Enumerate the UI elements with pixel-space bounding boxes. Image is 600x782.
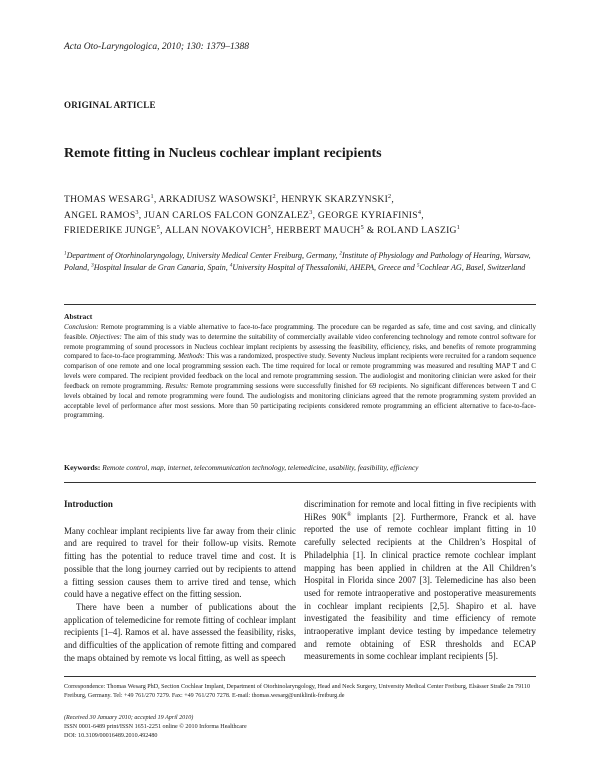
- abstract-section-text: This was a randomized, prospective study. Seventy Nucleus implant recipients were recruited for a random sequence comparison of one remote and one local programming session each. The time required for local or remote programming was measured and resulting MAP T and C levels were compared. The recipient provided feedback on the local and remote programming session. The audiologist and monitoring clinician were asked for their feedback on remote programming.: [64, 352, 536, 390]
- author-name: HERBERT MAUCH: [276, 225, 361, 236]
- author-name: THOMAS WESARG: [64, 194, 151, 205]
- author-affiliation-mark: 3: [135, 208, 139, 216]
- author-list: THOMAS WESARG$^1$, ARKADIUSZ WASOWSKI$^2$, HENRYK SKARZYNSKI$^2$, ANGEL RAMOS$^3$, JUAN CARLOS FALCON GONZALEZ$^3$, GEORGE KYRIAFINIS$^4$, FRIEDERIKE JUNGE$^5$, ALLAN NOVAKOVICH$^5$, HERBERT MAUCH$^5$ & ROLAND LASZIG$^1$: [64, 192, 461, 236]
- abstract-bottom-rule: [64, 482, 536, 483]
- issn-line: ISSN 0001-6489 print/ISSN 1651-2251 online © 2010 Informa Healthcare: [64, 724, 247, 730]
- author-name: HENRYK SKARZYNSKI: [281, 194, 389, 205]
- abstract-section-text: Remote programming sessions were successfully finished for 69 recipients. No significant differences between T and C levels obtained by local and remote programming were found. The audiologists and monitoring clinicians agreed that the remote programming system provided an acceptable level of performance after most sessions. More than 50 participating recipients considered remote programming an efficient alternative to face-to-face-programming.: [64, 381, 536, 420]
- author-name: GEORGE KYRIAFINIS: [317, 209, 418, 221]
- author-affiliation-mark: 5: [156, 223, 161, 231]
- abstract-body: [64, 323, 536, 421]
- author-affiliation-mark: 4: [417, 208, 422, 216]
- journal-citation: Acta Oto-Laryngologica, 2010; 130: 1379–1388: [64, 42, 249, 52]
- section-label: ORIGINAL ARTICLE: [64, 100, 156, 110]
- body-text: discrimination for remote and local fitting in five recipients with HiRes 90K: [304, 499, 536, 522]
- abstract-section-label: Methods:: [178, 352, 205, 361]
- keywords: [64, 463, 536, 473]
- author-affiliation-mark: 1: [456, 223, 461, 231]
- received-dates: (Received 30 January 2010; accepted 19 April 2010): [64, 715, 194, 721]
- affiliation-text: Department of Otorhinolaryngology, University Medical Center Freiburg, Germany,: [66, 251, 340, 260]
- correspondence-note: Correspondence: Thomas Wesarg PhD, Section Cochlear Implant, Department of Otorhinolaryngology, Head and Neck Surgery, University Medical Center Freiburg, Elsässer Straße 2n 79110 Freiburg, Germany. Tel: +49 761/270 7279. Fax: +49 761/270 7278. E-mail: thomas.wesarg@uniklinik-freiburg.de: [64, 684, 531, 699]
- author-affiliation-mark: 2: [272, 192, 276, 200]
- registered-mark: ®: [346, 511, 352, 518]
- affiliation-number: 5: [416, 262, 420, 269]
- author-affiliation-mark: 2: [388, 192, 392, 200]
- affiliation-number: 4: [229, 262, 233, 269]
- abstract-heading: Abstract: [64, 312, 93, 321]
- author-name: ANGEL RAMOS: [64, 209, 136, 221]
- abstract-section-label: Conclusion:: [64, 322, 99, 331]
- affiliation-text: Hospital Insular de Gran Canaria, Spain,: [93, 263, 230, 273]
- abstract-section-text: Remote programming is a viable alternative to face-to-face programming. The procedure can be regarded as safe, time and cost saving, and clinically feasible.: [64, 322, 536, 341]
- abstract-section-text: The aim of this study was to determine the suitability of commercially available video conferencing technology and remote control software for remote programming of sound processors in Nucleus cochlear implant recipients by assessing the feasibility, efficiency, risks, and benefits of remote programming compared to face-to-face programming.: [64, 332, 537, 361]
- author-name: ROLAND LASZIG: [376, 225, 457, 236]
- author-affiliation-mark: 1: [150, 192, 154, 200]
- author-name: ARKADIUSZ WASOWSKI: [158, 194, 273, 205]
- author-name: ALLAN NOVAKOVICH: [164, 225, 268, 236]
- author-affiliation-mark: 5: [267, 223, 271, 231]
- body-column-left: [64, 498, 296, 664]
- author-affiliation-mark: 5: [360, 223, 364, 231]
- affiliation-number: 1: [64, 250, 67, 257]
- affiliation-text: University Hospital of Thessaloniki, AHEPA, Greece and: [232, 263, 417, 273]
- doi-line: DOI: 10.3109/00016489.2010.492480: [64, 733, 158, 739]
- author-name: FRIEDERIKE JUNGE: [64, 225, 157, 236]
- body-text: implants [2]. Furthermore, Franck et al. have reported the use of remote cochlear implant fitting in 10 carefully selected recipients at the Children’s Hospital of Philadelphia [1]. In clinical practice remote cochlear implant mapping has been applied in children at the All Children’s Hospital in Florida since 2007 [3]. Telemedicine has also been used for remote intraoperative and postoperative measurements in cochlear implant recipients [2,5]. Shapiro et al. have investigated the feasibility and time efficiency of remote intraoperative implant device testing by impedance telemetry and remote obtaining of ESR thresholds and ECAP measurements in some cochlear implant recipients [5].: [304, 511, 536, 662]
- affiliation-text: Institute of Physiology and Pathology of Hearing, Warsaw, Poland,: [64, 251, 531, 273]
- abstract-top-rule: [64, 304, 536, 305]
- author-name: JUAN CARLOS FALCON GONZALEZ: [144, 209, 310, 221]
- body-paragraph: There have been a number of publications about the application of telemedicine for remote fitting of cochlear implant recipients [1–4]. Ramos et al. have assessed the feasibility, risks, and difficulties of the application of remote fitting and compared the maps obtained by remote vs local fitting, as well as speech: [64, 601, 296, 663]
- introduction-heading: Introduction: [64, 499, 113, 509]
- article-title: Remote fitting in Nucleus cochlear implant recipients: [64, 146, 382, 161]
- abstract-section-label: Results:: [165, 381, 189, 390]
- keywords-label: Keywords:: [64, 463, 101, 472]
- footer-rule: [64, 676, 536, 677]
- affiliation-text: Cochlear AG, Basel, Switzerland: [419, 263, 526, 273]
- body-paragraph: [304, 498, 536, 663]
- abstract-block: [64, 312, 536, 421]
- affiliation-number: 3: [91, 262, 94, 269]
- body-column-right: [304, 498, 536, 663]
- keywords-text: Remote control, map, internet, telecommunication technology, telemedicine, usability, feasibility, efficiency: [102, 463, 419, 472]
- affiliations: [64, 250, 544, 275]
- author-affiliation-mark: 3: [309, 208, 313, 216]
- affiliation-number: 2: [339, 250, 342, 257]
- abstract-section-label: Objectives:: [89, 332, 122, 341]
- body-paragraph: Many cochlear implant recipients live far away from their clinic and are required to travel for their follow-up visits. Remote fitting has the potential to reduce travel time and cost. It is possible that the long journey carried out by recipients to attend a fitting session causes them to arrive tired and tense, which could have a negative effect on the fitting session.: [64, 525, 296, 600]
- publication-info: [64, 714, 536, 741]
